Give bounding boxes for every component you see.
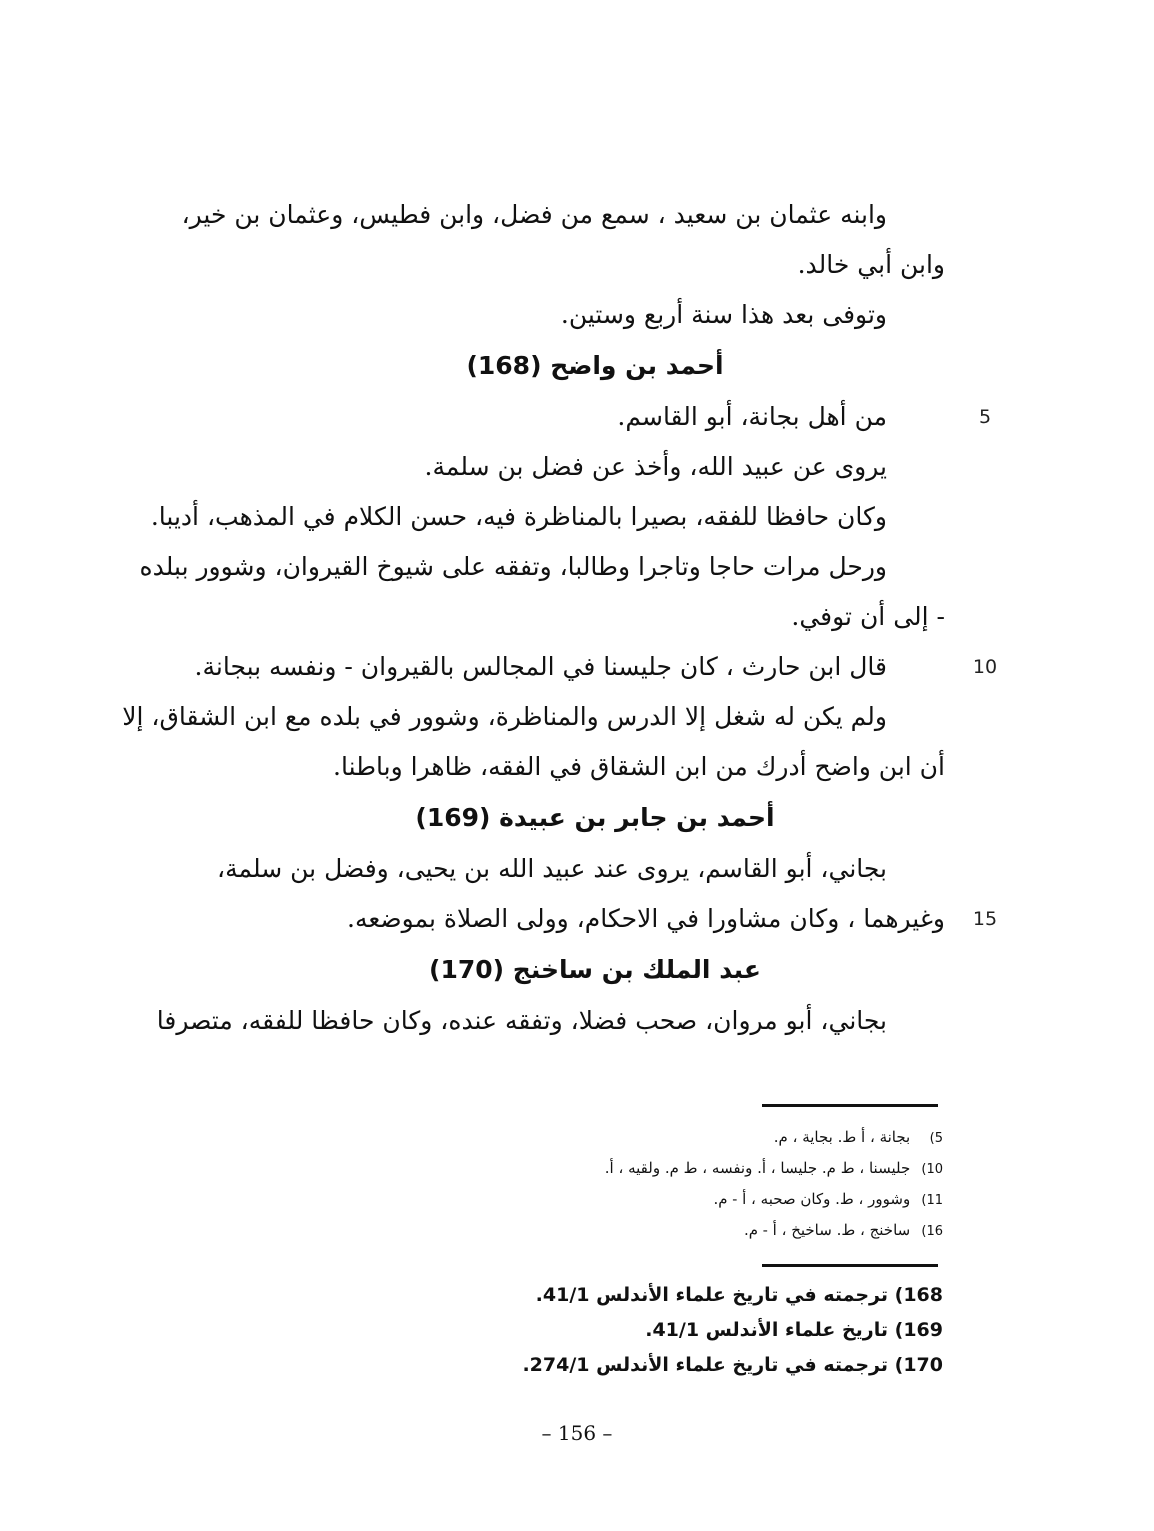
entry-heading-170: عبد الملك بن ساخنج (170): [429, 955, 761, 984]
variant-number: 11): [921, 1193, 943, 1208]
footnote: 169) تاريخ علماء الأندلس 41/1.: [645, 1319, 943, 1341]
text-line: وكان حافظا للفقه، بصيرا بالمناظرة فيه، حسن الكلام في المذهب، أديبا.: [150, 502, 887, 531]
text-line: قال ابن حارث ، كان جليسنا في المجالس بالقيروان - ونفسه ببجانة. 10: [185, 642, 945, 692]
line-number: 10: [972, 656, 998, 678]
entry-heading-169: أحمد بن جابر بن عبيدة (169): [415, 803, 775, 832]
biography-footnotes: [500, 1278, 943, 1383]
footnote-number: 168): [894, 1284, 943, 1306]
text-line: من أهل بجانة، أبو القاسم. 5: [185, 392, 945, 442]
text-line: وابنه عثمان بن سعيد ، سمع من فضل، وابن فطيس، وعثمان بن خير،: [181, 200, 887, 229]
text-line: أن ابن واضح أدرك من ابن الشقاق في الفقه، ظاهرا وباطنا.: [333, 752, 945, 781]
variant-number: 5): [929, 1131, 943, 1146]
text-line: وابن أبي خالد.: [797, 250, 945, 279]
variant-number: 16): [921, 1224, 943, 1239]
line-number: 5: [978, 406, 992, 428]
variant-note: 11) وشوور ، ط. وكان صحبه ، أ - م.: [560, 1184, 943, 1215]
text-line: - إلى أن توفي.: [791, 602, 945, 631]
variant-note: 16) ساخنج ، ط. ساخيخ ، أ - م.: [560, 1215, 943, 1246]
entry-heading-168: أحمد بن واضح (168): [466, 351, 724, 380]
main-text: [122, 190, 998, 1046]
footnote-separator: [762, 1264, 938, 1267]
text-line: بجاني، أبو مروان، صحب فضلا، وتفقه عنده، وكان حافظا للفقه، متصرفا: [156, 1006, 887, 1035]
text-line: ورحل مرات حاجا وتاجرا وطالبا، وتفقه على شيوخ القيروان، وشوور ببلده: [139, 552, 887, 581]
text-line: ولم يكن له شغل إلا الدرس والمناظرة، وشوور في بلده مع ابن الشقاق، إلا: [122, 702, 887, 731]
footnote-separator: [762, 1104, 938, 1107]
footnote: 170) ترجمته في تاريخ علماء الأندلس 274/1.: [522, 1354, 943, 1376]
line-number: 15: [972, 908, 998, 930]
variant-number: 10): [921, 1162, 943, 1177]
text-line: يروى عن عبيد الله، وأخذ عن فضل بن سلمة.: [424, 452, 887, 481]
footnote: 168) ترجمته في تاريخ علماء الأندلس 41/1.: [535, 1284, 943, 1306]
text-line: وتوفى بعد هذا سنة أربع وستين.: [560, 300, 887, 329]
page-number: – 156 –: [541, 1421, 613, 1445]
variant-readings: [560, 1122, 943, 1246]
footnote-number: 170): [894, 1354, 943, 1376]
text-line: وغيرهما ، وكان مشاورا في الاحكام، وولى الصلاة بموضعه. 15: [185, 894, 945, 944]
footnote-number: 169): [894, 1319, 943, 1341]
variant-note: 10) جليسنا ، ط م. جليسا ، أ. ونفسه ، ط م. ولقيه ، أ.: [560, 1153, 943, 1184]
text-line: بجاني، أبو القاسم، يروى عند عبيد الله بن يحيى، وفضل بن سلمة،: [217, 854, 887, 883]
variant-note: 5) بجانة ، أ ط. بجاية ، م.: [560, 1122, 943, 1153]
